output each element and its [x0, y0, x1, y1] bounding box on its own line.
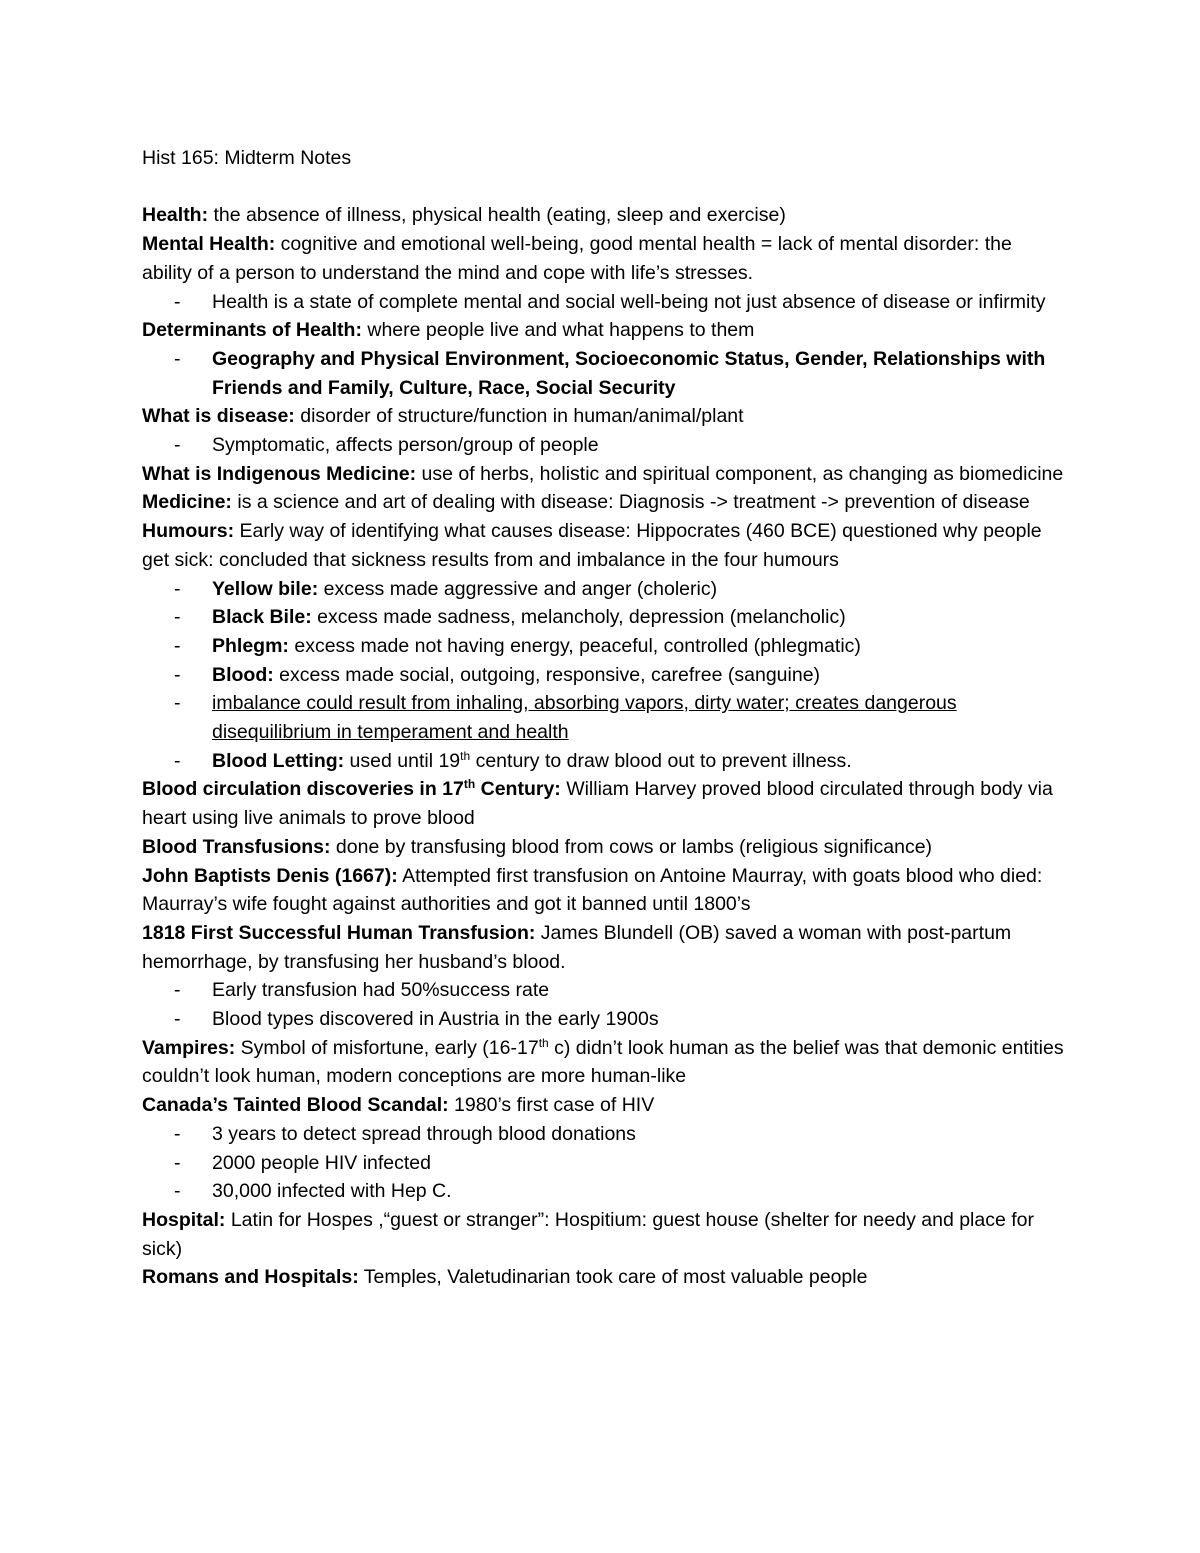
definition-entry [142, 1091, 1067, 1120]
term-text: Temples, Valetudinarian took care of most valuable people [358, 1266, 868, 1289]
bullet-item [142, 747, 1067, 776]
bullet-dash: - [174, 606, 181, 629]
term-text: excess made social, outgoing, responsive, carefree (sanguine) [273, 663, 821, 686]
bullet-dash: - [174, 692, 181, 715]
bullet-list [142, 345, 1067, 402]
term-text: use of herbs, holistic and spiritual component, as changing as biomedicine [416, 462, 1064, 485]
term-label: Romans and Hospitals: [142, 1266, 359, 1289]
term-text: where people live and what happens to them [361, 319, 755, 342]
bullet-item [142, 288, 1067, 317]
term-text: 2000 people HIV infected [212, 1151, 431, 1174]
bullet-item [142, 1177, 1067, 1206]
bullet-dash: - [174, 1122, 181, 1145]
term-text: excess made sadness, melancholy, depression (melancholic) [311, 606, 846, 629]
bullet-item [142, 1120, 1067, 1149]
term-text: Geography and Physical Environment, Socioeconomic Status, Gender, Relationships with Friends and Family, Culture, Race, Social Security [212, 347, 1046, 399]
definition-entry [142, 230, 1067, 287]
bullet-item [142, 632, 1067, 661]
term-label: Yellow bile: [212, 577, 319, 600]
page-title: Hist 165: Midterm Notes [142, 147, 352, 169]
notes-content [142, 144, 1067, 1292]
term-label: Medicine: [142, 491, 232, 514]
bullet-list [142, 1120, 1067, 1206]
term-label: Humours: [142, 520, 235, 543]
definition-entry [142, 833, 1067, 862]
term-text: Attempted first transfusion on Antoine Maurray, with goats blood who died: Maurray’s wife fought against authorities and got it banned until 1800’s [142, 864, 1043, 916]
term-text: Health is a state of complete mental and social well-being not just absence of disease or infirmity [212, 290, 1046, 313]
term-text: 3 years to detect spread through blood donations [212, 1122, 636, 1145]
term-text: used until 19 [344, 749, 461, 772]
definition-entry [142, 402, 1067, 431]
term-label: Blood Letting: [212, 749, 345, 772]
term-text: cognitive and emotional well-being, good mental health = lack of mental disorder: the ability of a person to understand the mind and cope with life’s stresses. [142, 233, 1012, 284]
term-text: imbalance could result from inhaling, absorbing vapors, dirty water; creates dangerous disequilibrium in temperament and health [212, 692, 957, 744]
bullet-item [142, 689, 1067, 746]
definition-entry [142, 1034, 1067, 1091]
bullet-list [142, 976, 1067, 1033]
term-label: Health: [142, 204, 209, 227]
definition-entry [142, 862, 1067, 919]
bullet-dash: - [174, 290, 181, 313]
bullet-dash: - [174, 577, 181, 600]
term-text: excess made aggressive and anger (choleric) [318, 577, 718, 600]
bullet-dash: - [174, 434, 181, 457]
term-text: 1980’s first case of HIV [448, 1094, 655, 1117]
term-label: Black Bile: [212, 606, 312, 629]
definition-entry [142, 460, 1067, 489]
bullet-list [142, 431, 1067, 460]
term-label: Mental Health: [142, 233, 276, 256]
bullet-item [142, 1005, 1067, 1034]
bullet-dash: - [174, 347, 181, 370]
bullet-item [142, 345, 1067, 402]
definition-entry [142, 775, 1067, 832]
term-label: Vampires: [142, 1036, 236, 1059]
bullet-dash: - [174, 663, 181, 686]
definition-entry [142, 201, 1067, 230]
bullet-dash: - [174, 749, 181, 772]
superscript: th [538, 1035, 549, 1050]
definition-entry [142, 1206, 1067, 1263]
term-label: Blood Transfusions: [142, 835, 331, 858]
definition-entry [142, 488, 1067, 517]
term-text: William Harvey proved blood circulated through body via heart using live animals to prove blood [142, 778, 1053, 830]
bullet-item [142, 976, 1067, 1005]
term-text: Early transfusion had 50%success rate [212, 979, 550, 1002]
superscript: th [460, 748, 471, 763]
bullet-dash: - [174, 1008, 181, 1031]
term-label: Phlegm: [212, 634, 289, 657]
term-label: Canada’s Tainted Blood Scandal: [142, 1094, 449, 1117]
term-label: What is disease: [142, 405, 295, 428]
term-text: Symptomatic, affects person/group of people [212, 434, 599, 457]
bullet-item [142, 431, 1067, 460]
term-text: is a science and art of dealing with disease: Diagnosis -> treatment -> prevention of disease [231, 491, 1030, 514]
bullet-list [142, 288, 1067, 317]
term-text: James Blundell (OB) saved a woman with post-partum hemorrhage, by transfusing her husband’s blood. [142, 921, 1012, 973]
term-label: What is Indigenous Medicine: [142, 462, 417, 485]
term-text-cont: c) didn’t look human as the belief was that demonic entities couldn’t look human, modern conceptions are more human-like [142, 1036, 1064, 1088]
definition-entry [142, 1263, 1067, 1292]
bullet-dash: - [174, 634, 181, 657]
title-spacer [142, 173, 1067, 202]
notes-body [142, 201, 1067, 1292]
term-label: John Baptists Denis (1667): [142, 864, 398, 887]
bullet-list [142, 575, 1067, 776]
term-label: Hospital: [142, 1209, 226, 1231]
term-label-cont: Century: [475, 778, 561, 801]
definition-entry [142, 517, 1067, 574]
bullet-item [142, 603, 1067, 632]
bullet-item [142, 1149, 1067, 1178]
bullet-item [142, 661, 1067, 690]
term-text: done by transfusing blood from cows or lambs (religious significance) [330, 835, 933, 858]
term-text: Symbol of misfortune, early (16-17 [235, 1036, 539, 1059]
term-text: Blood types discovered in Austria in the early 1900s [212, 1008, 659, 1031]
term-text: Early way of identifying what causes disease: Hippocrates (460 BCE) questioned why people get sick: concluded that sickness results from and imbalance in the four humours [142, 520, 1042, 571]
bullet-dash: - [174, 979, 181, 1002]
term-label: Determinants of Health: [142, 319, 362, 342]
term-text: 30,000 infected with Hep C. [212, 1180, 452, 1203]
bullet-dash: - [174, 1180, 181, 1203]
term-text: disorder of structure/function in human/animal/plant [294, 405, 744, 428]
term-superscript: th [463, 777, 476, 792]
term-label: Blood circulation discoveries in 17 [142, 778, 464, 801]
term-text: excess made not having energy, peaceful, controlled (phlegmatic) [288, 634, 861, 657]
definition-entry [142, 919, 1067, 976]
term-label: Blood: [212, 663, 274, 686]
bullet-item [142, 575, 1067, 604]
term-text-cont: century to draw blood out to prevent illness. [470, 749, 852, 772]
term-text: the absence of illness, physical health (eating, sleep and exercise) [208, 204, 786, 227]
bullet-dash: - [174, 1151, 181, 1174]
definition-entry [142, 316, 1067, 345]
term-label: 1818 First Successful Human Transfusion: [142, 921, 536, 944]
term-text: Latin for Hospes ,“guest or stranger”: Hospitium: guest house (shelter for needy and place for sick) [142, 1209, 1035, 1260]
